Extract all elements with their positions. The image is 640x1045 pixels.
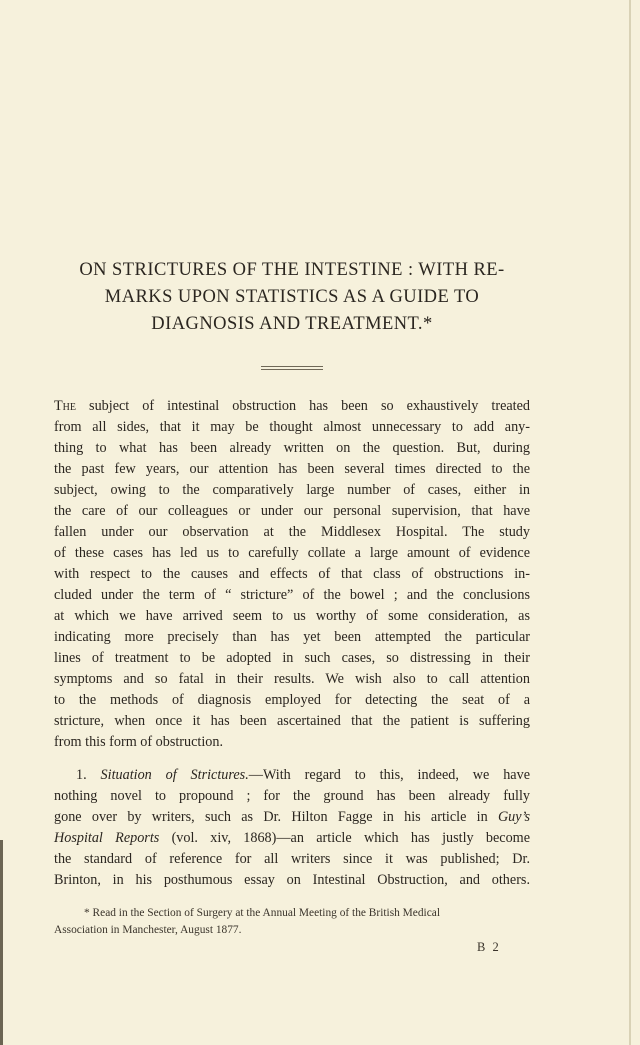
text-line: stricture, when once it has been ascertained that the patient is suffering [54,713,530,729]
text-line: the care of our colleagues or under our personal supervision, that have [54,503,530,519]
paragraph-intro [54,396,530,753]
title-line: MARKS UPON STATISTICS AS A GUIDE TO [104,287,480,307]
text-line: of these cases has led us to carefully collate a large amount of evidence [54,545,530,561]
text-line: nothing novel to propound ; for the ground has been already fully [54,788,530,804]
text-line: Brinton, in his posthumous essay on Intestinal Obstruction, and others. [54,872,530,888]
title-line: DIAGNOSIS AND TREATMENT.* [151,314,433,334]
text-line: cluded under the term of “ stricture” of the bowel ; and the conclusions [54,587,530,603]
page-edge [629,0,631,1045]
text-line: gone over by writers, such as Dr. Hilton Fagge in his article in Guy’s [54,809,530,825]
text-line: to the methods of diagnosis employed for detecting the seat of a [54,692,530,708]
text-line: subject, owing to the comparatively large number of cases, either in [54,482,530,498]
title-divider [261,366,323,370]
text-line: the past few years, our attention has been several times directed to the [54,461,530,477]
footnote-line: * Read in the Section of Surgery at the Annual Meeting of the British Medical [84,907,440,919]
footnote-line: Association in Manchester, August 1877. [54,924,242,936]
footnote [54,905,530,957]
text-line: Hospital Reports (vol. xiv, 1868)—an article which has justly become [54,830,530,846]
text-line: thing to what has been already written on the question. But, during [54,440,530,456]
article [54,257,530,957]
text-line: with respect to the causes and effects of that class of obstructions in- [54,566,530,582]
text-line: The subject of intestinal obstruction has been so exhaustively treated [54,398,530,414]
text-line: from this form of obstruction. [54,734,224,750]
text-line: symptoms and so fatal in their results. We wish also to call attention [54,671,530,687]
lead-word: The [54,398,76,414]
text-line: indicating more precisely than has yet been attempted the particular [54,629,530,645]
binding-mark [0,840,3,1045]
text-line: fallen under our observation at the Middlesex Hospital. The study [54,524,530,540]
text-line: lines of treatment to be adopted in such cases, so distressing in their [54,650,530,666]
journal-title: Guy’s [497,809,530,825]
text-line: the standard of reference for all writers since it was published; Dr. [54,851,530,867]
article-title [54,257,530,338]
section-number: 1. [76,767,87,783]
signature-mark: B 2 [477,940,501,954]
section-heading: Situation of Strictures. [100,767,249,783]
paragraph-situation [54,765,530,891]
journal-title: Hospital Reports [54,830,160,846]
title-line: ON STRICTURES OF THE INTESTINE : WITH RE- [79,260,505,280]
text-line: from all sides, that it may be thought almost unnecessary to add any- [54,419,530,435]
text-line: at which we have arrived seem to us worthy of some consideration, as [54,608,530,624]
text-line: 1. Situation of Strictures.—With regard to this, indeed, we have [76,767,530,783]
